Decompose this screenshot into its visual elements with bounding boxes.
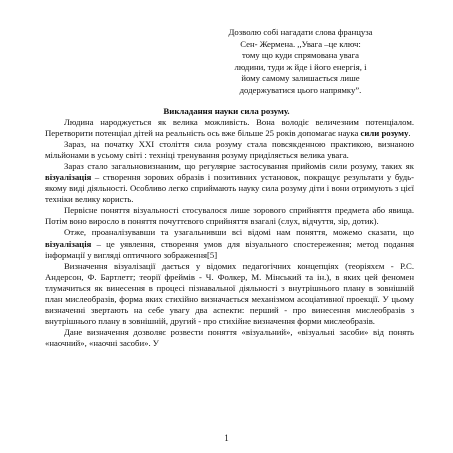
paragraph-text: – створення зорових образів і позитивних установок, покращує результати у будь-якому виді діяльності. Особливо легко сприймають науку сила розуму діти і вони отримують з цієї техніки велику користь. [45, 172, 414, 205]
paragraph-text: Зараз стало загальновизнаним, що регулярне застосування прийомів сили розуму, таких як [64, 161, 414, 172]
paragraph: Дане визначення дозволяє розвести поняття «візуальний», «візуальні засоби» від понять «наочний», «наочні засоби». У [45, 326, 414, 348]
paragraph [45, 117, 414, 139]
epigraph-line: Дозволю собі нагадати слова француза [228, 27, 373, 37]
paragraph: Визначення візуалізації дається у відомих педагогічних концепціях (теоріяхєм - Р.С. Андерсон, Ф. Бартлетт; теорії фреймів - Ч. Фолкер, М. Мінський та ін.), в яких цей феномен тлумачиться як винесення в процесі пізнавальної діяльності з внутрішнього плану в зовнішній план мислеобразів, форма яких стихійно визначається механізмом асоціативної проекції. У цьому визначенні звертають на себе увагу два аспекти: перший - про винесення мислеобразів з внутрішнього плану в зовнішній, другий - про стихійне визначення форми мислеобразів. [45, 260, 414, 326]
paragraph-text: – це уявлення, створення умов для візуального спостереження; метод подання інформації у вигляді оптичного зображення[5] [45, 238, 414, 260]
epigraph-line: додержуватися цього напрямку”. [239, 84, 362, 95]
bold-term: візуалізація [45, 238, 92, 249]
paragraph-text: Людина народжується як велика можливість. Вона володіє величезним потенціалом. Перетворити потенціал дітей на реальність ось вже більше 25 років допомагає наука [45, 117, 414, 139]
page-number: 1 [224, 433, 229, 443]
paragraph [45, 227, 414, 260]
body-text [45, 117, 414, 349]
paragraph [45, 161, 414, 205]
epigraph-line: йому самому залишається лише [241, 73, 360, 84]
paragraph-text: Отже, проаналізувавши та узагальнивши всі відомі нам поняття, можемо сказати, що [64, 227, 414, 238]
bold-term: сили розуму [360, 128, 409, 139]
bold-term: візуалізація [45, 172, 92, 183]
section-title: Викладання науки сила розуму. [163, 106, 290, 116]
epigraph-quote [188, 27, 413, 97]
epigraph-line: Сен- Жермена. ,,Увага –це ключ: [240, 38, 361, 49]
epigraph-line: тому що куди спрямована увага [241, 50, 360, 61]
epigraph-line: людини, туди ж йде і його енергія, і [234, 61, 367, 72]
paragraph: Первісне поняття візуальності стосувалося лише зорового сприйняття предмета або явища. Потім воно виросло в поняття почуттєвого сприйняття взагалі (слух, відчуття, зір, дотик). [45, 205, 414, 227]
paragraph: Зараз, на початку ХХІ століття сила розуму стала повсякденною практикою, визнаною мільйонами в усьому світі : техніці тренування розуму приділяється велика увага. [45, 139, 414, 161]
paragraph-text: . [408, 128, 411, 139]
